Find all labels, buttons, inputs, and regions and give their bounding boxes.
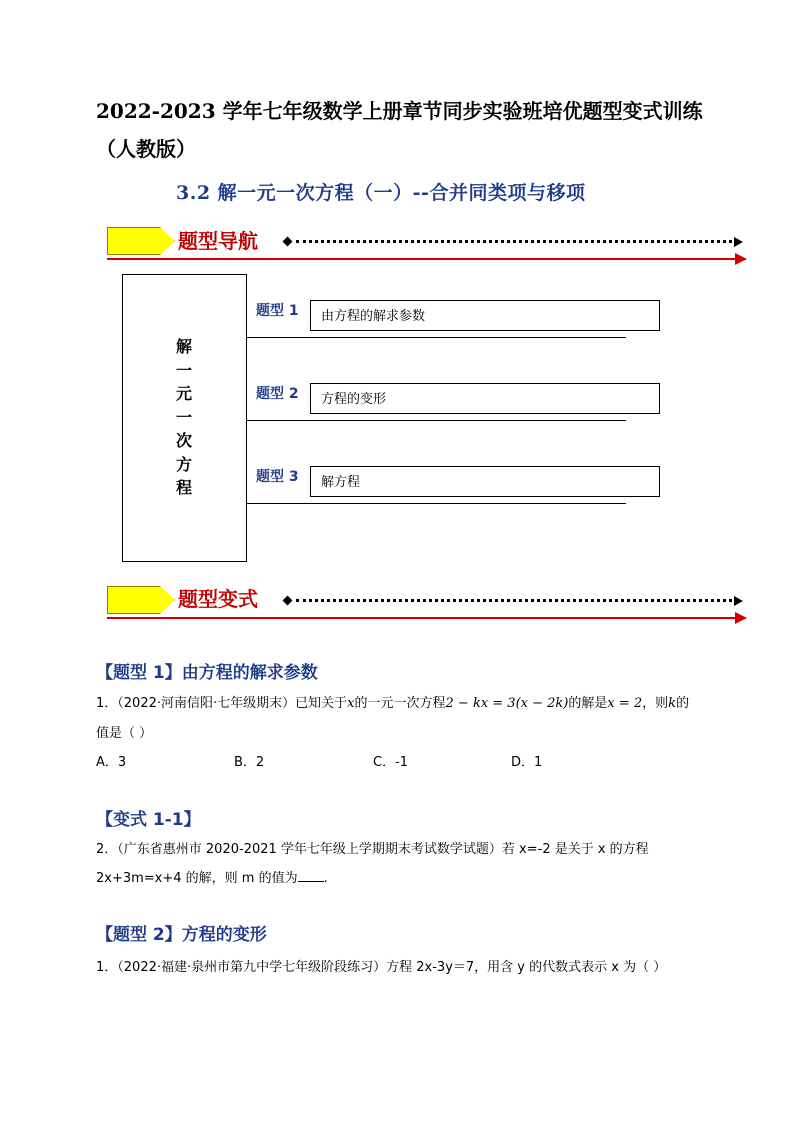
question-text: 2x+3m=x+4 的解，则 m 的值为 <box>96 871 298 886</box>
math-solution: x = 2 <box>607 696 643 711</box>
question-number: 1． <box>96 696 118 711</box>
banner-tag <box>107 586 175 614</box>
math-variable: k <box>668 696 677 711</box>
nav-item-label-3: 题型 3 <box>256 469 299 485</box>
question-number: 2． <box>96 842 118 857</box>
type1-heading: 【题型 1】由方程的解求参数 <box>96 663 318 683</box>
question-text: 的解是 <box>568 696 608 711</box>
question-2-line1 <box>96 835 736 865</box>
question-text: （广东省惠州市 2020-2021 学年七年级上学期期末考试数学试题）若 x=-2 是关于 x 的方程 <box>117 842 649 857</box>
question-1 <box>96 689 736 719</box>
nav-item-label-1: 题型 1 <box>256 303 299 319</box>
section-title-variants: 题型变式 <box>178 587 258 611</box>
question-2-line2 <box>96 864 328 894</box>
red-arrowhead-icon <box>735 253 747 265</box>
dotted-rule <box>296 240 732 243</box>
nav-item-box-2: 方程的变形 <box>310 383 660 414</box>
nav-item-box-1: 由方程的解求参数 <box>310 300 660 331</box>
diamond-icon <box>283 596 293 606</box>
question-text: 的一元一次方程 <box>354 696 446 711</box>
variant-heading: 【变式 1-1】 <box>96 810 201 830</box>
document-title: 2022-2023 学年七年级数学上册章节同步实验班培优题型变式训练（人教版） <box>96 99 703 161</box>
red-arrow-line <box>107 617 737 619</box>
nav-item-box-3: 解方程 <box>310 466 660 497</box>
question-text: 的 <box>676 696 690 711</box>
question-text: 已知关于 <box>295 696 348 711</box>
math-variable: x <box>347 696 355 711</box>
dotted-rule <box>296 599 732 602</box>
question-1-line2: 值是（ ） <box>96 726 153 741</box>
section-subtitle: 3.2 解一元一次方程（一）--合并同类项与移项 <box>176 182 586 204</box>
section-title-navigation: 题型导航 <box>178 229 258 253</box>
question-source: （2022·河南信阳·七年级期末） <box>117 696 296 711</box>
question-number: 1． <box>96 960 118 975</box>
arrowhead-icon <box>734 596 743 606</box>
question-text: ，则 <box>642 696 669 711</box>
question-text: （2022·福建·泉州市第九中学七年级阶段练习）方程 2x-3y＝7，用含 y 的代数式表示 x 为（ ） <box>117 960 667 975</box>
option-a: A．3 <box>96 755 127 770</box>
question-3 <box>96 953 746 983</box>
nav-divider <box>246 337 626 338</box>
red-arrowhead-icon <box>735 612 747 624</box>
math-equation: 2 − kx = 3(x − 2k) <box>445 696 569 711</box>
nav-left-label: 解一元一次方程 <box>175 337 192 497</box>
option-b: B．2 <box>234 755 265 770</box>
option-d: D．1 <box>511 755 543 770</box>
option-c: C．-1 <box>373 755 409 770</box>
type2-heading: 【题型 2】方程的变形 <box>96 925 267 945</box>
answer-blank[interactable] <box>298 868 324 882</box>
question-text: . <box>323 871 328 886</box>
red-arrow-line <box>107 258 737 260</box>
arrowhead-icon <box>734 237 743 247</box>
nav-divider <box>246 420 626 421</box>
nav-divider <box>246 503 626 504</box>
nav-item-label-2: 题型 2 <box>256 386 299 402</box>
diamond-icon <box>283 237 293 247</box>
banner-tag <box>107 227 175 255</box>
